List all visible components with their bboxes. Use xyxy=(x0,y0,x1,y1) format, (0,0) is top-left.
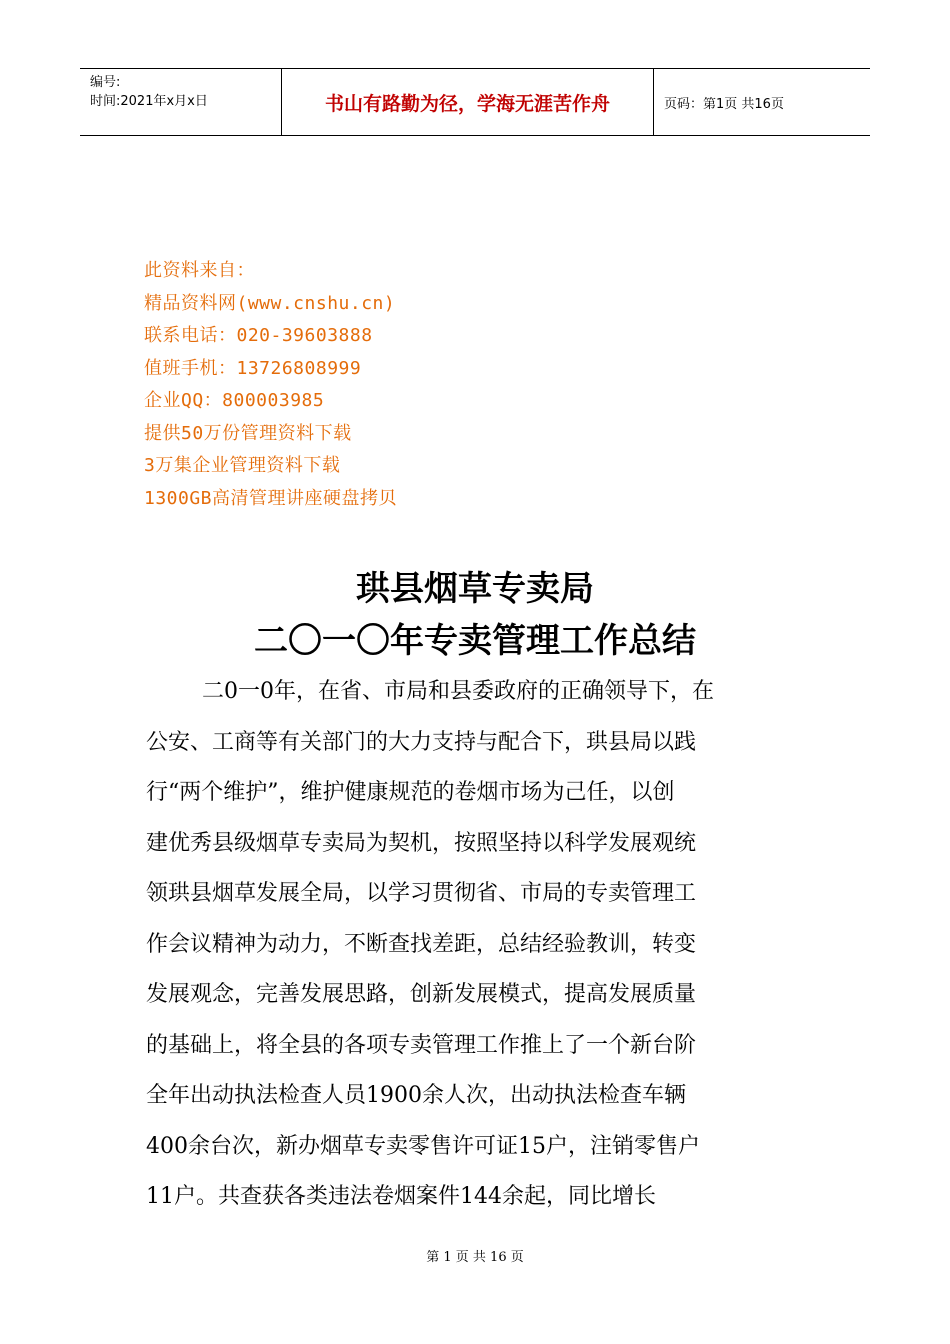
body-line: 400余台次，新办烟草专卖零售许可证15户，注销零售户 xyxy=(146,1133,700,1159)
body-paragraph xyxy=(146,667,806,1223)
body-line: 二0一0年，在省、市局和县委政府的正确领导下，在 xyxy=(202,679,714,704)
source-info-block xyxy=(144,255,397,515)
body-line: 11户。共查获各类违法卷烟案件144余起，同比增长 xyxy=(146,1184,656,1209)
source-line: 1300GB高清管理讲座硬盘拷贝 xyxy=(144,487,398,509)
number-label: 编号: xyxy=(90,75,121,90)
body-line: 的基础上，将全县的各项专卖管理工作推上了一个新台阶 xyxy=(146,1032,697,1058)
time-label: 时间:2021年x月x日 xyxy=(90,94,208,109)
source-line: 此资料来自： xyxy=(144,260,255,281)
source-line: 3万集企业管理资料下载 xyxy=(144,455,341,476)
source-line: 精品资料网(www.cnshu.cn) xyxy=(144,292,396,314)
source-line: 提供50万份管理资料下载 xyxy=(144,422,352,444)
body-line: 领珙县烟草发展全局，以学习贯彻省、市局的专卖管理工 xyxy=(146,881,697,906)
source-line: 值班手机：13726808999 xyxy=(144,357,362,379)
body-line: 全年出动执法检查人员1900余人次，出动执法检查车辆 xyxy=(146,1083,686,1108)
body-line: 行“两个维护”，维护健康规范的卷烟市场为己任，以创 xyxy=(146,780,675,805)
source-line: 企业QQ：800003985 xyxy=(144,390,325,411)
header-meta-cell xyxy=(80,69,282,135)
document-subtitle: 二〇一〇年专卖管理工作总结 xyxy=(254,621,696,661)
body-line: 作会议精神为动力，不断查找差距，总结经验教训，转变 xyxy=(146,931,697,957)
source-line: 联系电话：020-39603888 xyxy=(144,325,373,346)
body-line: 公安、工商等有关部门的大力支持与配合下，珙县局以践 xyxy=(146,729,697,755)
document-title: 珙县烟草专卖局 xyxy=(356,569,594,609)
page-footer: 第 1 页 共 16 页 xyxy=(426,1250,524,1265)
header-page-info: 页码：第1页 共16页 xyxy=(664,96,784,112)
document-header xyxy=(80,68,870,136)
header-motto: 书山有路勤为径，学海无涯苦作舟 xyxy=(282,69,654,135)
body-line: 建优秀县级烟草专卖局为契机，按照坚持以科学发展观统 xyxy=(146,830,697,856)
body-line: 发展观念，完善发展思路，创新发展模式，提高发展质量 xyxy=(146,982,697,1007)
